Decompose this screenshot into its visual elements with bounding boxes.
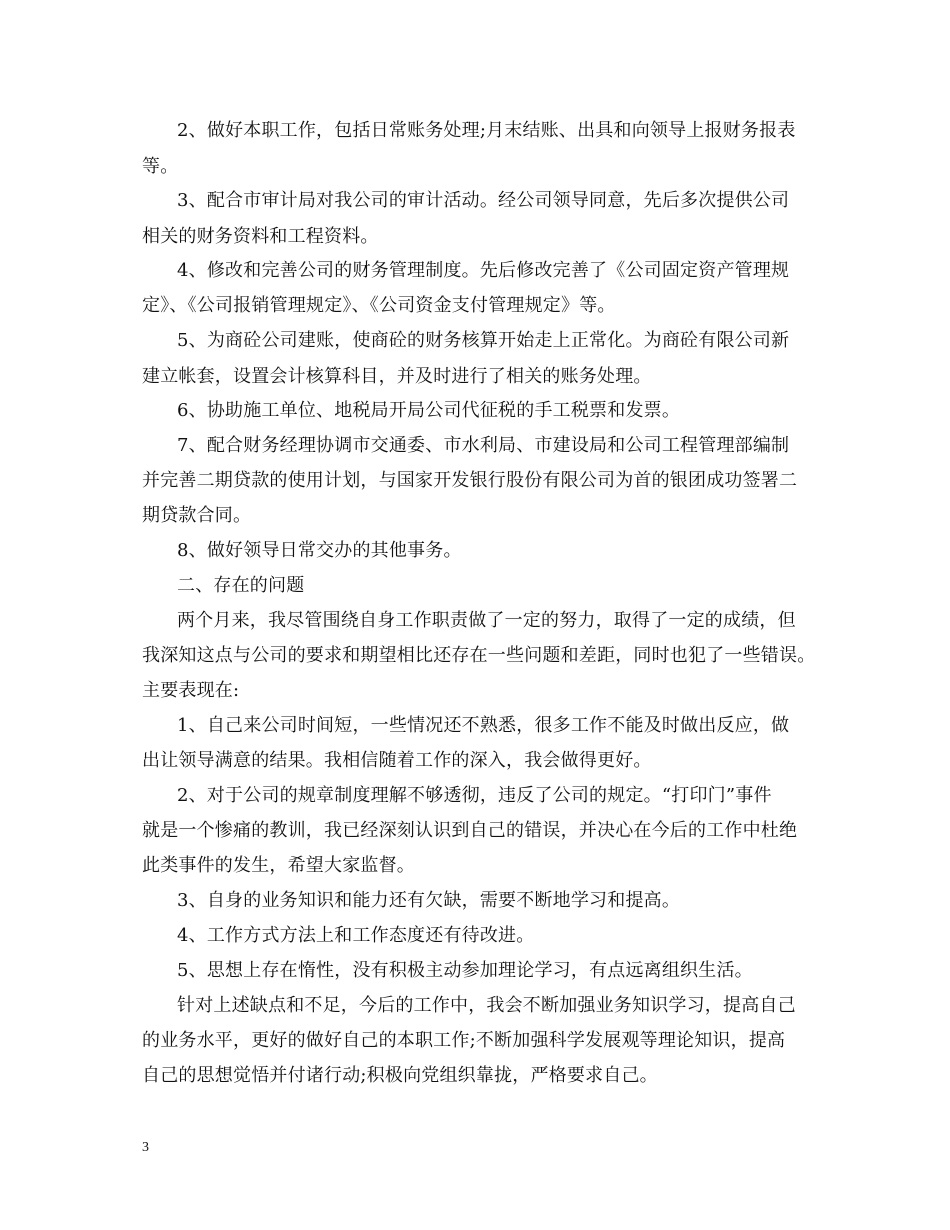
text-line: 主要表现在: [142,680,240,701]
text-line: 并完善二期贷款的使用计划，与国家开发银行股份有限公司为首的银团成功签署二 [142,470,798,491]
text-line: 的业务水平，更好的做好自己的本职工作;不断加强科学发展观等理论知识，提高 [142,1030,786,1051]
text-line: 3、自身的业务知识和能力还有欠缺，需要不断地学习和提高。 [177,890,681,911]
text-line: 2、对于公司的规章制度理解不够透彻，违反了公司的规定。“打印门”事件 [177,785,772,806]
text-line: 5、为商砼公司建账，使商砼的财务核算开始走上正常化。为商砼有限公司新 [177,330,790,351]
page-number: 3 [142,1140,149,1155]
text-line: 相关的财务资料和工程资料。 [142,226,379,247]
text-line: 5、思想上存在惰性，没有积极主动参加理论学习，有点远离组织生活。 [177,960,753,981]
text-line: 2、做好本职工作，包括日常账务处理;月末结账、出具和向领导上报财务报表 [177,120,796,141]
section-heading: 二、存在的问题 [177,575,305,596]
text-line: 4、工作方式方法上和工作态度还有待改进。 [177,925,535,946]
text-line: 1、自己来公司时间短，一些情况还不熟悉，很多工作不能及时做出反应，做 [177,715,790,736]
text-line: 此类事件的发生，希望大家监督。 [142,855,415,876]
text-line: 3、配合市审计局对我公司的审计活动。经公司领导同意，先后多次提供公司 [177,190,790,211]
text-line: 等。 [142,156,179,177]
text-line: 6、协助施工单位、地税局开局公司代征税的手工税票和发票。 [177,400,681,421]
text-line: 期贷款合同。 [142,505,252,526]
text-line: 就是一个惨痛的教训，我已经深刻认识到自己的错误，并决心在今后的工作中杜绝 [142,820,798,841]
text-line: 出让领导满意的结果。我相信随着工作的深入，我会做得更好。 [142,750,652,771]
text-line: 建立帐套，设置会计核算科目，并及时进行了相关的账务处理。 [142,366,652,387]
text-line: 7、配合财务经理协调市交通委、市水利局、市建设局和公司工程管理部编制 [177,435,790,456]
text-line: 定》、《公司报销管理规定》、《公司资金支付管理规定》等。 [142,295,616,316]
text-line: 我深知这点与公司的要求和期望相比还存在一些问题和差距，同时也犯了一些错误。 [142,645,816,666]
text-line: 4、修改和完善公司的财务管理制度。先后修改完善了《公司固定资产管理规 [177,260,790,281]
text-line: 自己的思想觉悟并付诸行动;积极向党组织靠拢，严格要求自己。 [142,1065,658,1086]
text-line: 针对上述缺点和不足，今后的工作中，我会不断加强业务知识学习，提高自己 [177,995,796,1016]
text-line: 8、做好领导日常交办的其他事务。 [177,540,462,561]
text-line: 两个月来，我尽管围绕自身工作职责做了一定的努力，取得了一定的成绩，但 [177,610,796,631]
